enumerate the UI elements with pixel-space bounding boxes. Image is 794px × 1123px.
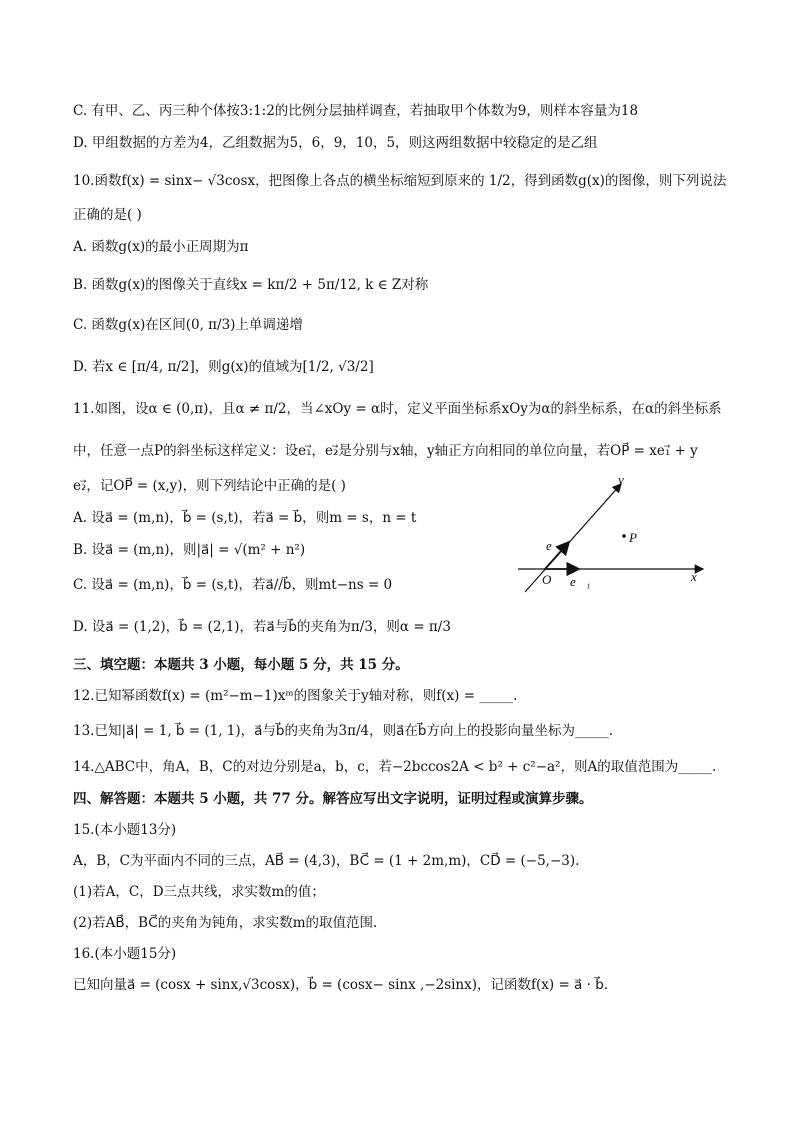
question-15-part1: (1)若A，C，D三点共线，求实数m的值； xyxy=(73,884,325,900)
point-p-label: P xyxy=(629,530,637,545)
question-10-stem: 10.函数f(x) = sinx− √3cosx，把图像上各点的横坐标缩短到原来的 1/2，得到函数g(x)的图像，则下列说法 xyxy=(73,173,727,189)
option-c-q10: C. 函数g(x)在区间(0, π/3)上单调递增 xyxy=(73,317,303,333)
section-3-heading: 三、填空题：本题共 3 小题，每小题 5 分，共 15 分。 xyxy=(73,657,409,673)
oblique-coordinate-diagram xyxy=(515,470,710,595)
point-p xyxy=(622,534,626,538)
question-15-part2: (2)若AB⃗，BC⃗的夹角为钝角，求实数m的取值范围. xyxy=(73,915,378,931)
option-c-q11: C. 设a⃗ = (m,n)，b⃗ = (s,t)，若a⃗//b⃗，则mt−ns = 0 xyxy=(73,577,393,593)
question-11-stem-cont2: e₂⃗，记OP⃗ = (x,y)，则下列结论中正确的是( ) xyxy=(73,478,346,494)
option-a-q11: A. 设a⃗ = (m,n)，b⃗ = (s,t)，若a⃗ = b⃗，则m = s，n = t xyxy=(73,510,417,526)
option-d-q10: D. 若x ∈ [π/4, π/2]，则g(x)的值域为[1/2, √3/2] xyxy=(73,359,374,375)
option-c-q9: C. 有甲、乙、丙三种个体按3:1:2的比例分层抽样调查，若抽取甲个体数为9，则样本容量为18 xyxy=(73,103,639,119)
option-a-q10: A. 函数g(x)的最小正周期为π xyxy=(73,239,249,255)
question-14: 14.△ABC中，角A，B，C的对边分别是a，b，c，若−2bccos2A < b² + c²−a²，则A的取值范围为_____. xyxy=(73,759,717,775)
question-16-stem: 已知向量a⃗ = (cosx + sinx,√3cosx)，b⃗ = (cosx− sinx ,−2sinx)，记函数f(x) = a⃗ · b⃗. xyxy=(73,977,609,993)
origin-label: O xyxy=(542,572,552,587)
x-axis-label: x xyxy=(691,569,697,584)
e2-label: e⃗₂ xyxy=(546,538,567,553)
option-b-q11: B. 设a⃗ = (m,n)，则|a⃗| = √(m² + n²) xyxy=(73,542,306,558)
question-15-header: 15.(本小题13分) xyxy=(73,822,177,838)
y-axis-label: y xyxy=(618,472,624,487)
question-16-header: 16.(本小题15分) xyxy=(73,946,177,962)
question-13: 13.已知|a⃗| = 1, b⃗ = (1, 1)，a⃗与b⃗的夹角为3π/4，则a⃗在b⃗方向上的投影向量坐标为_____. xyxy=(73,723,613,739)
question-15-stem: A，B，C为平面内不同的三点，AB⃗ = (4,3)，BC⃗ = (1 + 2m,m)，CD⃗ = (−5,−3). xyxy=(73,853,580,869)
option-b-q10: B. 函数g(x)的图像关于直线x = kπ/2 + 5π/12, k ∈ Z对称 xyxy=(73,277,429,293)
section-4-heading: 四、解答题：本题共 5 小题，共 77 分。解答应写出文字说明，证明过程或演算步骤。 xyxy=(73,791,593,807)
question-11-stem-cont: 中，任意一点P的斜坐标这样定义：设e₁⃗，e₂⃗是分别与x轴，y轴正方向相同的单位向量，若OP⃗ = xe₁⃗ + y xyxy=(73,443,698,459)
option-d-q9: D. 甲组数据的方差为4，乙组数据为5，6，9，10，5，则这两组数据中较稳定的是乙组 xyxy=(73,135,598,151)
e1-label: e⃗₁ xyxy=(570,574,591,589)
option-d-q11: D. 设a⃗ = (1,2)，b⃗ = (2,1)，若a⃗与b⃗的夹角为π/3，则α = π/3 xyxy=(73,619,451,635)
question-11-stem: 11.如图，设α ∈ (0,π)，且α ≠ π/2，当∠xOy = α时，定义平面坐标系xOy为α的斜坐标系，在α的斜坐标系 xyxy=(73,401,722,417)
question-10-stem-cont: 正确的是( ) xyxy=(73,207,142,223)
question-12: 12.已知幂函数f(x) = (m²−m−1)xᵐ的图象关于y轴对称，则f(x) = _____. xyxy=(73,688,518,704)
